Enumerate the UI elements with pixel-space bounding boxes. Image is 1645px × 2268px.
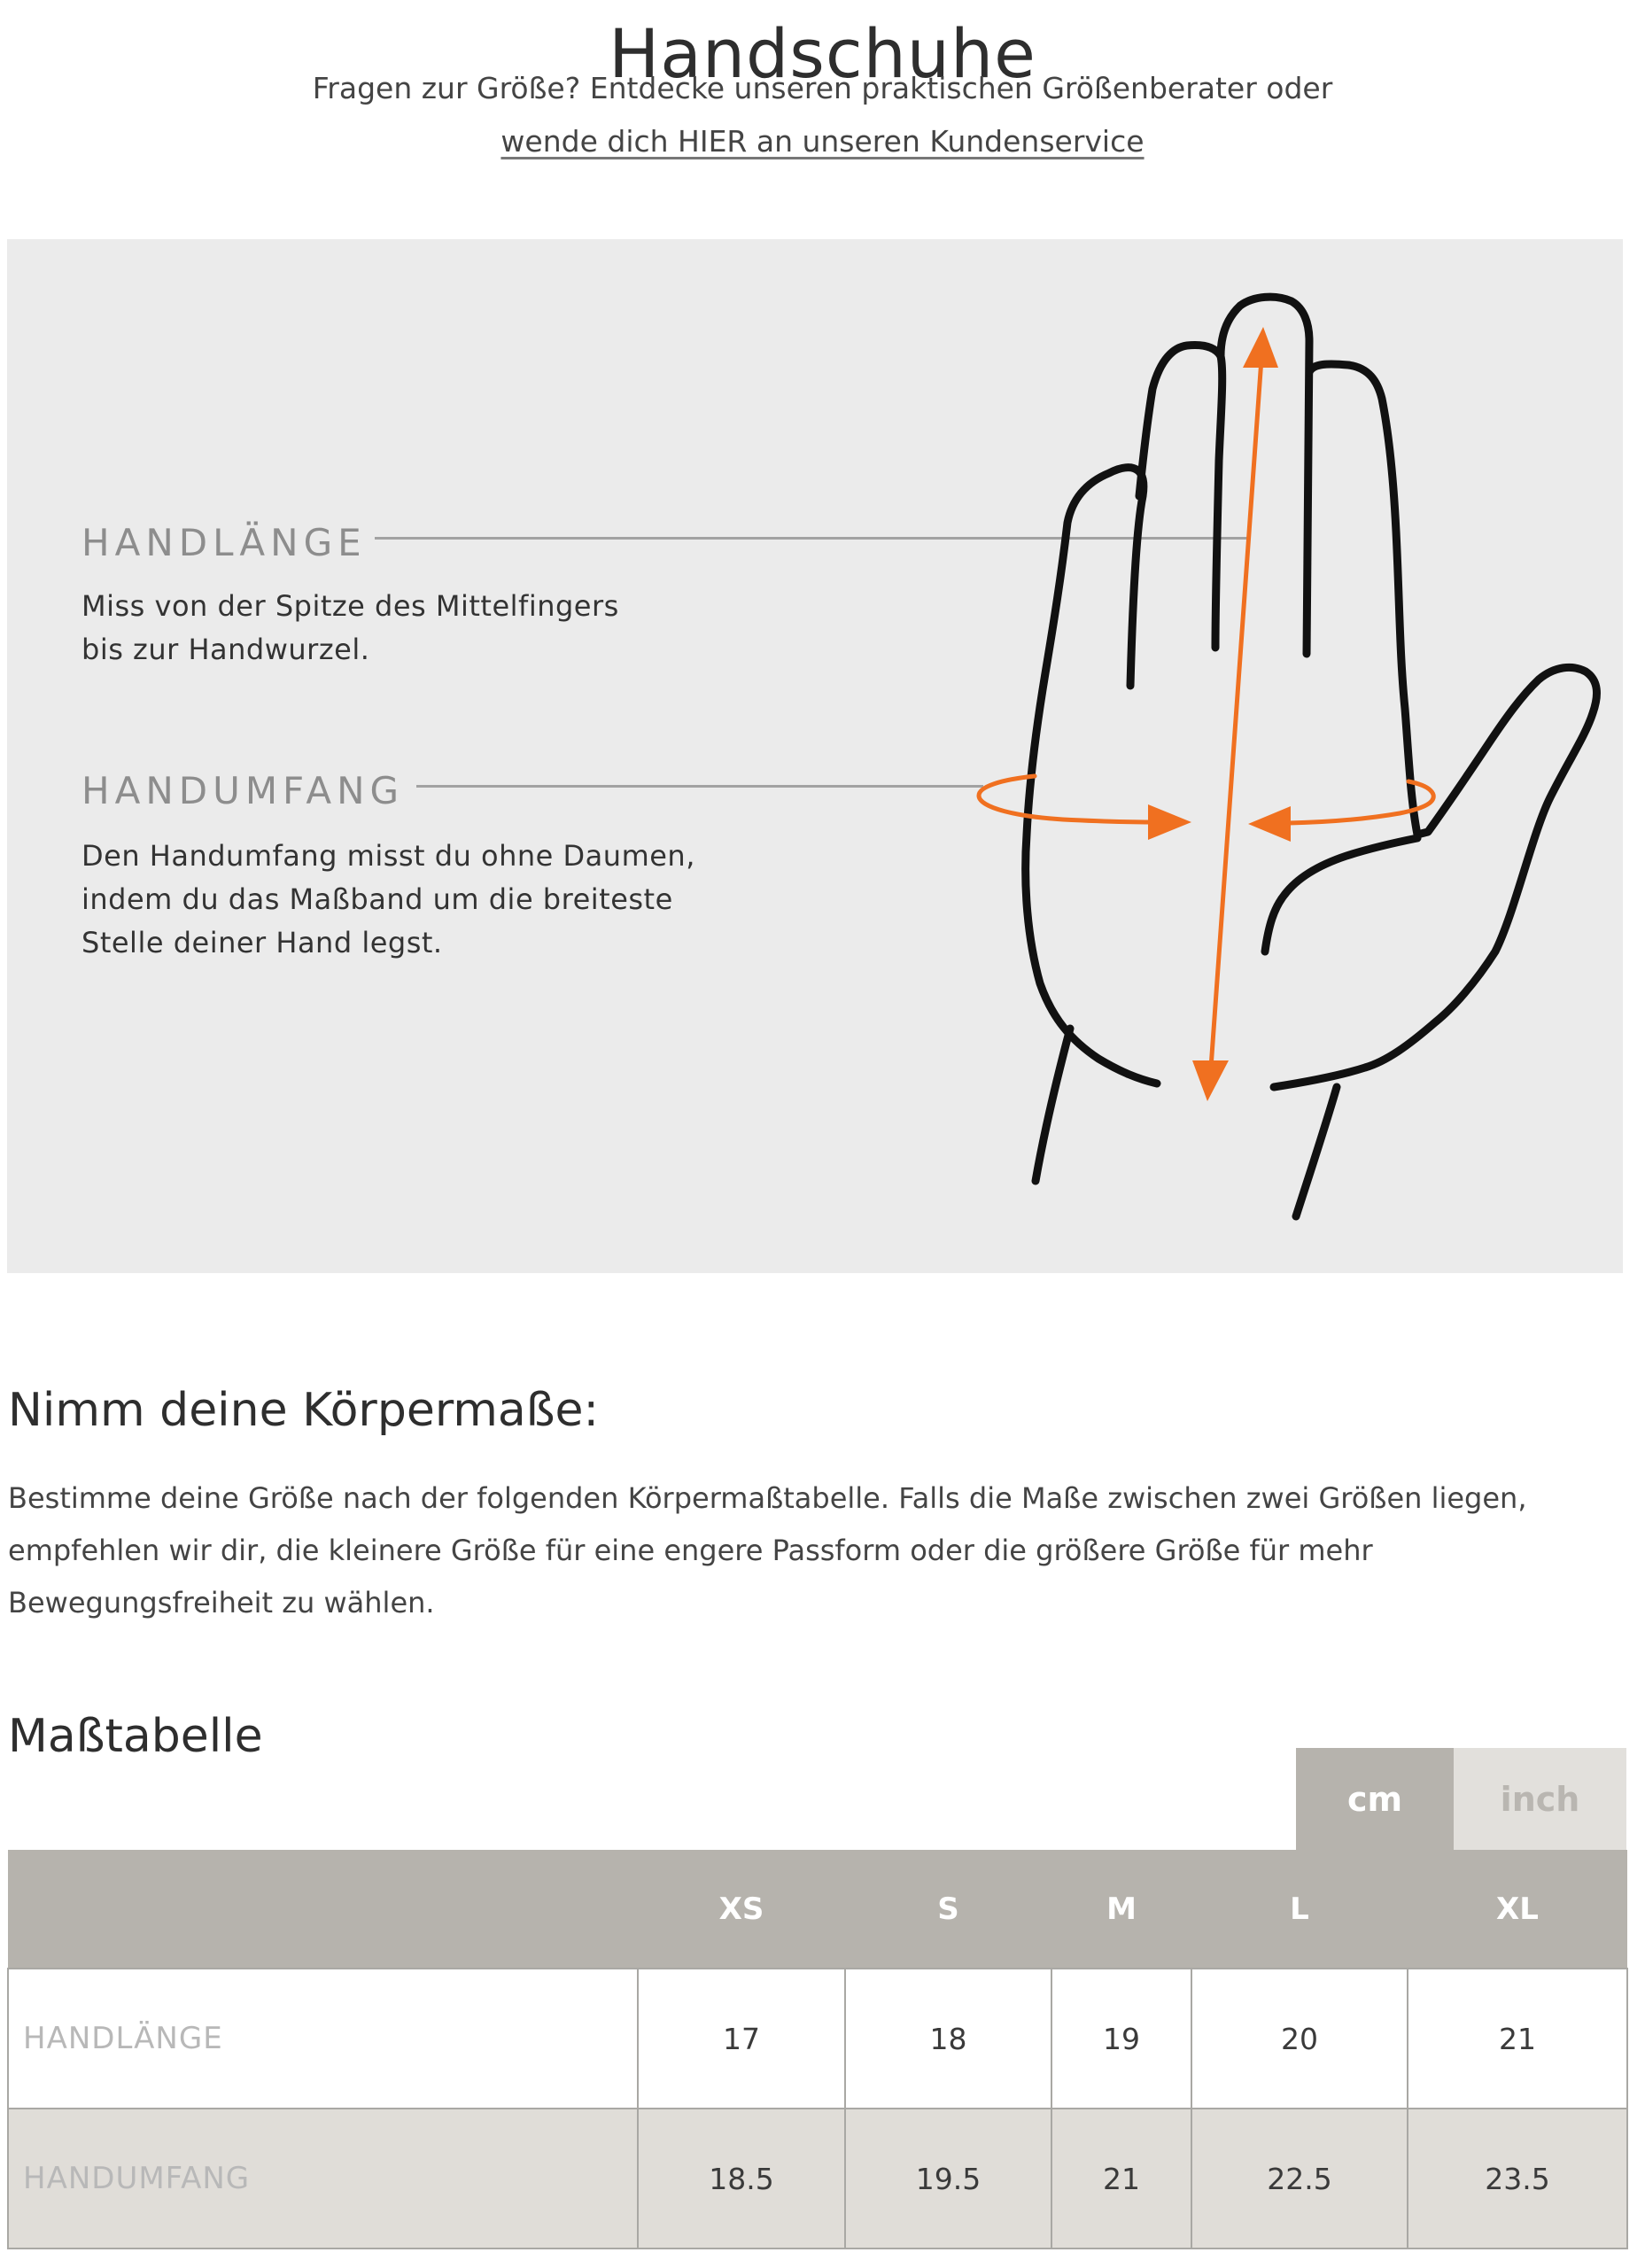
table-cell: 18 (845, 1969, 1051, 2109)
hand-length-desc-line-2: bis zur Handwurzel. (81, 633, 370, 666)
table-row (8, 1969, 1627, 2109)
unit-tab-cm[interactable] (1296, 1748, 1454, 1850)
unit-tab-cm-label: cm (1346, 1779, 1403, 1819)
unit-tab-inch-label: inch (1500, 1779, 1580, 1819)
section-title-body-measurements: Nimm deine Körpermaße: (8, 1384, 600, 1437)
size-help-text (0, 62, 1645, 168)
size-table (7, 1850, 1628, 2249)
table-cell: 17 (638, 1969, 845, 2109)
hand-length-label: HANDLÄNGE (81, 521, 367, 564)
unit-tab-inch[interactable] (1454, 1748, 1626, 1850)
hand-length-desc-line-1: Miss von der Spitze des Mittelfingers (81, 589, 619, 623)
table-cell: 21 (1408, 1969, 1627, 2109)
size-table-title: Maßtabelle (8, 1710, 263, 1763)
hand-circumference-label: HANDUMFANG (81, 769, 405, 812)
measurement-arrows-icon (7, 239, 1623, 1273)
table-cell: 23.5 (1408, 2109, 1627, 2249)
row-label-hand-length: HANDLÄNGE (8, 1969, 638, 2109)
table-cell: 18.5 (638, 2109, 845, 2249)
table-row (8, 2109, 1627, 2249)
section-description: Bestimme deine Größe nach der folgenden Körpermaßtabelle. Falls die Maße zwischen zwei Größen liegen, empfehlen wir dir, die kleinere Größe für eine engere Passform oder die größere Größe für mehr Bewegungsfreiheit zu wählen. (8, 1481, 1527, 1619)
hand-circ-desc-line-1: Den Handumfang misst du ohne Daumen, (81, 839, 695, 873)
hand-circ-desc-line-2: indem du das Maßband um die breiteste (81, 882, 673, 916)
page-title: Handschuhe (609, 13, 1036, 93)
hand-measurement-illustration (7, 239, 1623, 1273)
header-cell-xl: XL (1408, 1850, 1627, 1969)
header-cell-empty (8, 1850, 638, 1969)
header-cell-l: L (1191, 1850, 1408, 1969)
table-cell: 20 (1191, 1969, 1408, 2109)
size-table-header-row (8, 1850, 1627, 1969)
table-cell: 21 (1051, 2109, 1191, 2249)
row-label-hand-circumference: HANDUMFANG (8, 2109, 638, 2249)
subtitle-text: Fragen zur Größe? Entdecke unseren praktischen Größenberater oder (312, 71, 1333, 105)
header-cell-m: M (1051, 1850, 1191, 1969)
hand-circ-desc-line-3: Stelle deiner Hand legst. (81, 926, 443, 959)
table-cell: 22.5 (1191, 2109, 1408, 2249)
table-cell: 19.5 (845, 2109, 1051, 2249)
header-cell-xs: XS (638, 1850, 845, 1969)
customer-service-link[interactable]: wende dich HIER an unseren Kundenservice (500, 124, 1145, 159)
table-cell: 19 (1051, 1969, 1191, 2109)
header-cell-s: S (845, 1850, 1051, 1969)
